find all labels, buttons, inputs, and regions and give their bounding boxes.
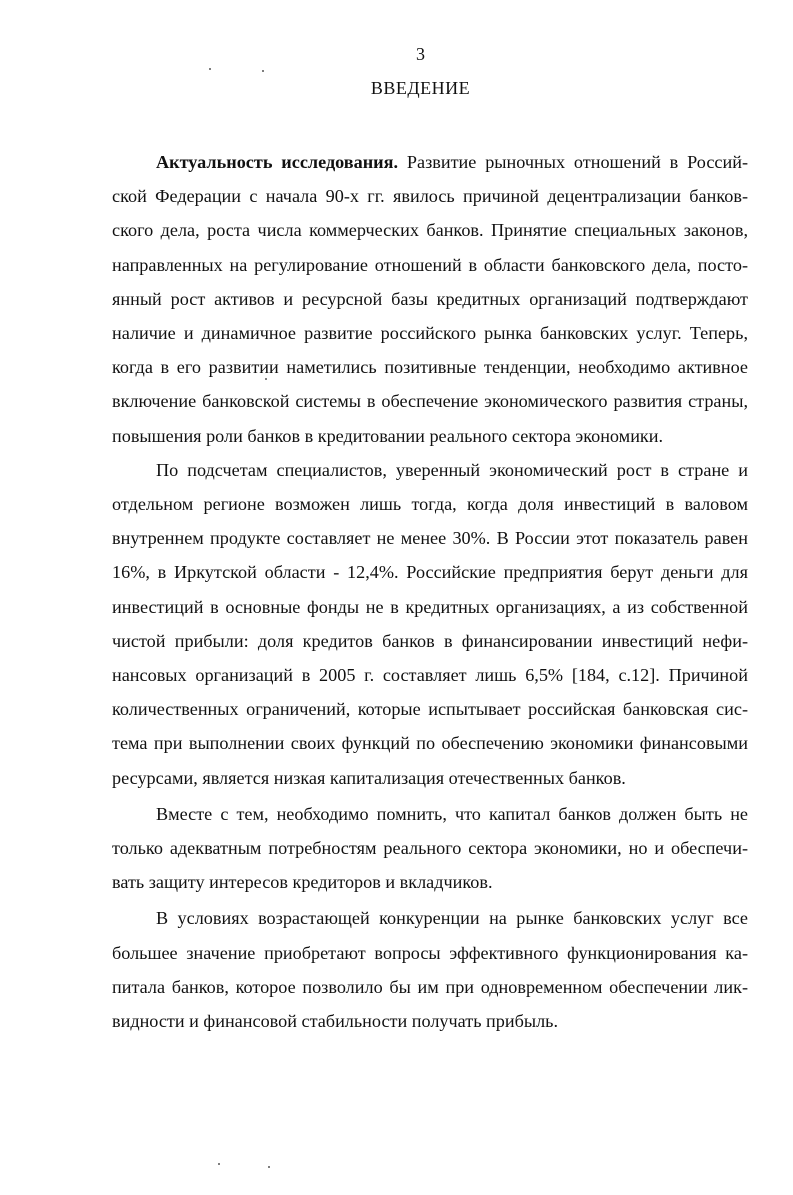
paragraph-competition [112,901,748,1038]
body-text [112,145,748,1038]
scan-speck [265,378,267,380]
scan-speck [209,68,211,70]
paragraph-lead: Актуальность исследования. [156,152,399,172]
scan-speck [268,1166,270,1168]
scan-speck [262,70,264,72]
page-number: 3 [416,44,425,64]
paragraph-capital [112,797,748,900]
scan-speck [218,1163,220,1165]
paragraph-text: По подсчетам специалистов, уверенный экономический рост в стране и отдельном регионе возможен лишь тогда, когда доля инвестиций в валовом внутреннем продукте составляет не менее 30%. В России этот показатель равен 16%, в Иркутской области - 12,4%. Российские предприятия берут деньги для инвестиций в основные фонды не в кредитных организациях, а из собственной чистой прибыли: доля кредитов банков в финансировании инвестиций нефинансовых организаций в 2005 г. составляет лишь 6,5% [184, с.12]. Причиной количественных ограничений, которые испытывает российская банковская система при выполнении своих функций по обеспечению экономики финансовыми ресурсами, является низкая капитализация отечественных банков. [112,459,748,788]
paragraph-text: Вместе с тем, необходимо помнить, что капитал банков должен быть не только адекватным потребностям реального сектора экономики, но и обеспечивать защиту интересов кредиторов и вкладчиков. [112,803,748,893]
paragraph-text: Развитие рыночных отношений в Российской Федерации с начала 90-х гг. явилось причиной децентрализации банковского дела, роста числа коммерческих банков. Принятие специальных законов, направленных на регулирование отношений в области банковского дела, постоянный рост активов и ресурсной базы кредитных организаций подтверждают наличие и динамичное развитие российского рынка банковских услуг. Теперь, когда в его развитии наметились позитивные тенденции, необходимо активное включение банковской системы в обеспечение экономического развития страны, повышения роли банков в кредитовании реального сектора экономики. [112,152,749,446]
section-heading: ВВЕДЕНИЕ [370,78,471,98]
paragraph-investment [112,453,748,795]
paragraph-relevance [112,145,748,453]
paragraph-text: В условиях возрастающей конкуренции на рынке банковских услуг все большее значение приобретают вопросы эффективного функционирования капитала банков, которое позволило бы им при одновременном обеспечении ликвидности и финансовой стабильности получать прибыль. [112,908,748,1032]
